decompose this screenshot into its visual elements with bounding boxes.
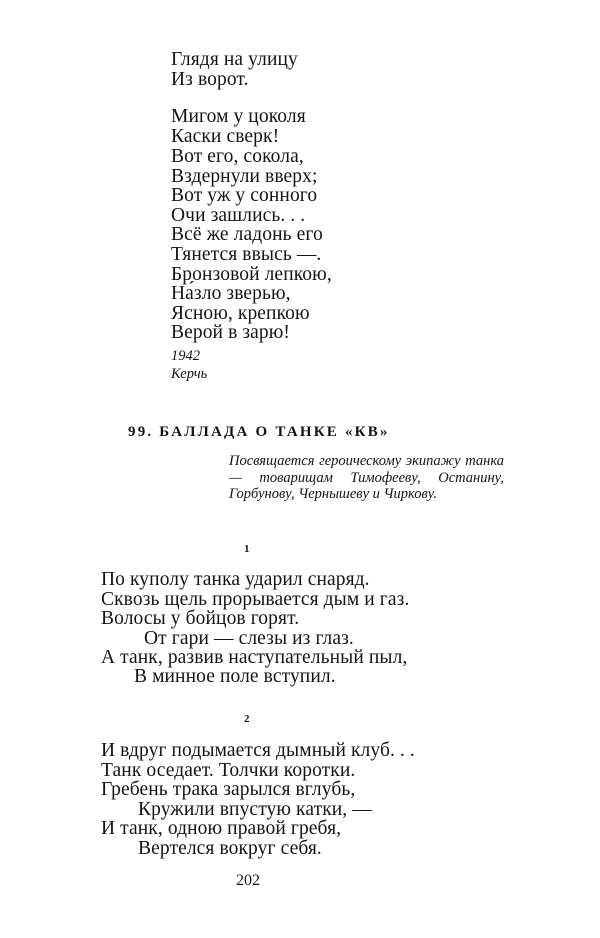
poem-line: Из ворот. bbox=[171, 69, 249, 90]
page-number: 202 bbox=[236, 872, 260, 889]
section-number: 1 bbox=[244, 543, 250, 555]
poem-line: Вертелся вокруг себя. bbox=[138, 838, 322, 859]
poem-line: Тянется ввысь —. bbox=[171, 244, 322, 265]
poem-place: Керчь bbox=[171, 366, 208, 382]
poem-line: От гари — слезы из глаз. bbox=[144, 628, 354, 649]
poem-line: А танк, развив наступательный пыл, bbox=[101, 647, 408, 668]
poem-line: Танк оседает. Толчки коротки. bbox=[101, 760, 356, 781]
poem-line: Бронзовой лепкою, bbox=[171, 264, 332, 285]
poem-line: По куполу танка ударил снаряд. bbox=[101, 569, 370, 590]
poem-line: В минное поле вступил. bbox=[134, 666, 336, 687]
poem-line: Кружили впустую катки, — bbox=[138, 799, 372, 820]
poem-line: Глядя на улицу bbox=[171, 49, 298, 70]
section-number: 2 bbox=[244, 713, 250, 725]
poem-title: 99. БАЛЛАДА О ТАНКЕ «КВ» bbox=[128, 424, 390, 440]
poem-line: Всё же ладонь его bbox=[171, 224, 323, 245]
poem-line: Ясною, крепкою bbox=[171, 303, 310, 324]
poem-line: И танк, одною правой гребя, bbox=[101, 818, 342, 839]
poem-line: И вдруг подымается дымный клуб. . . bbox=[101, 740, 415, 761]
poem-date: 1942 bbox=[171, 348, 200, 364]
poem-line: Сквозь щель прорывается дым и газ. bbox=[101, 589, 410, 610]
poem-line: На́зло зверью, bbox=[171, 283, 291, 304]
poem-line: Гребень трака зарылся вглубь, bbox=[101, 779, 356, 800]
poem-line: Верой в зарю! bbox=[171, 322, 291, 343]
poem-line: Каски сверк! bbox=[171, 126, 280, 147]
poem-line: Очи зашлись. . . bbox=[171, 205, 306, 226]
poem-line: Мигом у цоколя bbox=[171, 106, 306, 127]
poem-dedication: Посвящается героическому экипажу танка — товарищам Тимофееву, Останину, Горбунову, Чернышеву и Чиркову. bbox=[229, 453, 504, 502]
poem-line: Вот уж у сонного bbox=[171, 185, 318, 206]
poem-line: Волосы у бойцов горят. bbox=[101, 608, 300, 629]
poem-line: Вздернули вверх; bbox=[171, 166, 318, 187]
poem-line: Вот его, сокола, bbox=[171, 146, 304, 167]
